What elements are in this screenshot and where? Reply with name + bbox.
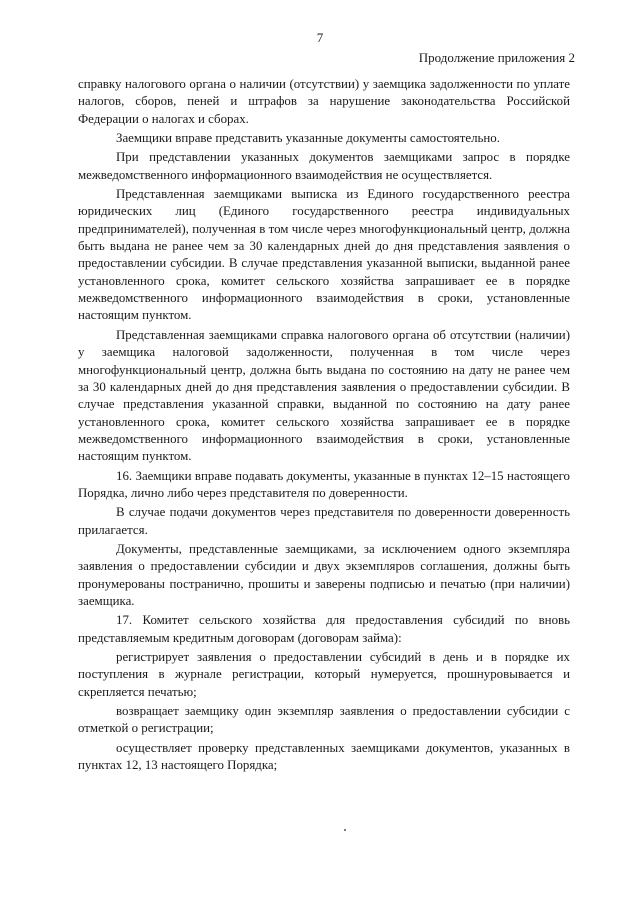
scan-speck — [344, 829, 346, 831]
paragraph: При представлении указанных документов заемщиками запрос в порядке межведомственного информационного взаимодействия не осуществляется. — [78, 150, 570, 182]
paragraph: Документы, представленные заемщиками, за исключением одного экземпляра заявления о предоставлении субсидии и двух экземпляров соглашения, должны быть пронумерованы постранично, прошиты и заверены подписью и печатью (при наличии) заемщика. — [78, 541, 570, 608]
paragraph: В случае подачи документов через представителя по доверенности доверенность прилагается. — [78, 505, 570, 537]
appendix-note: Продолжение приложения 2 — [418, 50, 575, 65]
paragraph: справку налогового органа о наличии (отсутствии) у заемщика задолженности по уплате налогов, сборов, пеней и штрафов за нарушение законодательства Российской Федерации о налогах и сборах. — [78, 77, 570, 126]
paragraph: 17. Комитет сельского хозяйства для предоставления субсидий по вновь представляемым кредитным договорам (договорам займа): — [78, 613, 570, 645]
paragraph: 16. Заемщики вправе подавать документы, указанные в пунктах 12–15 настоящего Порядка, лично либо через представителя по доверенности. — [78, 468, 570, 500]
document-body — [78, 76, 570, 774]
paragraph: осуществляет проверку представленных заемщиками документов, указанных в пунктах 12, 13 настоящего Порядка; — [78, 740, 570, 773]
page-number: 7 — [316, 30, 324, 45]
paragraph: Представленная заемщиками справка налогового органа об отсутствии (наличии) у заемщика налоговой задолженности, полученная в том числе через многофункциональный центр, должна быть выдана по состоянию на дату не ранее чем за 30 календарных дней до дня представления заявления о предоставлении субсидии. В случае представления указанной справки, выданной по состоянию на дату ранее установленного срока, комитет сельского хозяйства запрашивает ее в порядке межведомственного информационного взаимодействия в сроки, установленные настоящим пунктом. — [78, 327, 570, 464]
paragraph: Заемщики вправе представить указанные документы самостоятельно. — [116, 131, 500, 146]
paragraph: регистрирует заявления о предоставлении субсидий в день и в порядке их поступления в журнале регистрации, который нумеруется, прошнуровывается и скрепляется печатью; — [78, 650, 570, 699]
paragraph: Представленная заемщиками выписка из Единого государственного реестра юридических лиц (Единого государственного реестра индивидуальных предпринимателей), полученная в том числе через многофункциональный центр, должна быть выдана не ранее чем за 30 календарных дней до дня представления заявления о предоставлении субсидии. В случае представления указанной выписки, выданной ранее установленного срока, комитет сельского хозяйства запрашивает ее в порядке межведомственного информационного взаимодействия в сроки, установленные настоящим пунктом. — [78, 187, 570, 323]
paragraph: возвращает заемщику один экземпляр заявления о предоставлении субсидии с отметкой о регистрации; — [78, 704, 570, 736]
